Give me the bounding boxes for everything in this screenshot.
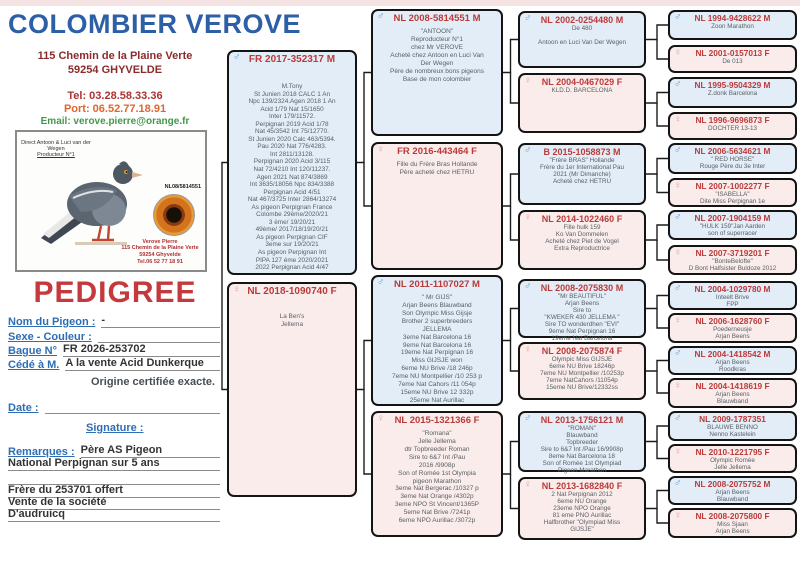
mobile-number: Port: 06.52.77.18.91	[63, 103, 167, 115]
ceded-label: Cédé à M.	[8, 359, 60, 371]
pedigree-box-gen4-13	[668, 411, 797, 441]
male-icon: ♂	[377, 277, 385, 288]
sex-label: Sexe - Couleur :	[8, 331, 92, 343]
ring-number-title: NL 1996-9696873 F	[695, 115, 770, 125]
pedigree-box-text: DOCHTER 13-13	[708, 125, 757, 132]
pedigree-box-text: "Mr BEAUTIFUL" Arjan Beens Sire to "KWEKER 430 JELLEMA " Sire TO wonderdhen "EVI" 9eme Nat Perpignan 16 19eme Nat Barcelona	[544, 293, 620, 343]
ring-number-title: NL 2007-1002277 F	[695, 181, 770, 191]
loft-title: COLOMBIER VEROVE	[8, 9, 302, 39]
male-icon: ♂	[524, 281, 532, 292]
date-label: Date :	[8, 402, 39, 414]
ring-number-title: NL 2004-1029780 M	[694, 284, 771, 294]
ring-number-title: NL 1995-9504329 M	[694, 80, 771, 90]
pedigree-box-gen4-11	[668, 346, 797, 375]
pedigree-box-gen4-3	[668, 77, 797, 108]
pedigree-box-gen4-2	[668, 45, 797, 73]
male-icon: ♂	[524, 413, 532, 424]
pedigree-box-gen3-6	[518, 342, 646, 400]
ring-number-title: NL 2004-0467029 F	[541, 77, 623, 87]
ring-number-title: NL 1994-9428622 M	[694, 13, 771, 23]
pedigree-box-gen4-1	[668, 10, 797, 40]
ring-number-title: NL 2002-0254480 M	[540, 15, 624, 25]
male-icon: ♂	[233, 52, 241, 63]
ring-number-title: NL 2011-1107027 M	[394, 279, 480, 290]
pedigree-box-text: "BonteBelofte" D Bont Halfsister Buldoze 2012	[688, 258, 777, 273]
male-icon: ♂	[674, 212, 682, 223]
male-icon: ♂	[674, 348, 682, 359]
pedigree-box-gen3-2	[518, 73, 646, 133]
pedigree-box-gen3-7	[518, 411, 646, 475]
female-icon: ♀	[233, 284, 241, 295]
ring-number-title: NL 2007-3719201 F	[695, 248, 770, 258]
pedigree-box-gen4-6	[668, 178, 797, 207]
ceded-value: A la vente Acid Dunkerque	[65, 357, 220, 371]
pedigree-box-gen4-16	[668, 508, 797, 538]
male-icon: ♂	[524, 13, 532, 24]
pedigree-box-text: Poederneusje Arjan Beens	[713, 326, 752, 341]
ring-number-title: NL 2008-2075800 F	[695, 511, 770, 521]
ring-number-title: NL 2006-5634621 M	[694, 146, 771, 156]
female-icon: ♀	[524, 75, 532, 86]
ring-number-title: NL 2004-1418542 M	[694, 349, 771, 359]
pedigree-box-text: Fille du Frère Bras Hollande Père acheté chez HETRU	[396, 161, 478, 176]
pedigree-box-text: "Romana" Jelle Jellema dtr Topbreeder Roman Sire to 6&7 Int /Pau 2016 /9908p Son of Romée 1st Olympia pigeon Marathon 3eme Nat Bergerac /10327 p 3eme Nat Orange /4302p 3eme NPO St Vincent/1365P 5eme Nat Brive /7241p 6eme NPO Aurillac /3072p	[394, 430, 480, 525]
pedigree-box-gen4-4	[668, 112, 797, 140]
pedigree-box-text: Arjan Beens Blauwband	[715, 391, 750, 406]
origin-certified-text: Origine certifiée exacte.	[90, 376, 216, 388]
pedigree-box-text: Zoon Marathon	[711, 23, 754, 30]
ring-number-title: NL 2008-2075830 M	[540, 283, 624, 293]
ring-number-title: B 2015-1058873 M	[543, 147, 621, 157]
pedigree-box-text: Arjan Beens Roodkras	[715, 359, 750, 374]
ring-number-title: FR 2017-352317 M	[248, 54, 336, 65]
pedigree-box-text: 2 Nat Perpignan 2012 6eme NU Orange 23eme NPO Orange 81 eme PNO Aurillac Halfbrother "Olympiad Miss GIJSJE"	[543, 491, 621, 534]
pedigree-box-text: KLD.D. BARCELONA	[551, 87, 613, 94]
pedigree-box-gen2-2	[371, 142, 503, 270]
female-icon: ♀	[674, 247, 682, 258]
ring-number-title: NL 2018-1090740 F	[247, 286, 337, 297]
remarks-note-5: D'audruicq	[8, 508, 220, 522]
remarks-note-3: Frère du 253701 offert	[8, 484, 220, 498]
remarks-value: Père AS Pigeon	[81, 444, 220, 458]
male-icon: ♂	[674, 413, 682, 424]
loft-address-line1: 115 Chemin de la Plaine Verte	[37, 50, 193, 62]
ring-number-title: NL 2008-2075752 M	[694, 479, 771, 489]
pedigree-box-text: Miss Sjaan Arjan Beens	[715, 521, 750, 536]
ring-number-title: NL 2014-1022460 F	[541, 214, 623, 224]
pedigree-box-gen3-4	[518, 210, 646, 270]
pedigree-box-text: "ROMAN" Blauwband Topbreeder Sire to 6&7 Int /Pau 16/9908p 8eme Nat Barcelona 18 Son of Romée 1st Olympiad Pigeon Marathon	[540, 425, 624, 475]
female-icon: ♀	[524, 212, 532, 223]
remarks-label: Remarques :	[8, 446, 75, 458]
remarks-note-4: Vente de la société	[8, 496, 220, 510]
male-icon: ♂	[377, 11, 385, 22]
phone-number: Tel: 03.28.58.33.36	[67, 90, 163, 102]
pedigree-box-gen4-5	[668, 143, 797, 174]
pedigree-box-text: BLAUWE BENNO Nenno Kastelein	[707, 424, 758, 439]
pedigree-box-text: "ISABELLA" Dite Miss Perpignan 1e	[699, 191, 766, 206]
signature-label: Signature :	[86, 422, 144, 434]
pedigree-box-text: Olympic Romée Jelle Jellema	[710, 457, 755, 472]
ring-number-title: NL 2008-2075874 F	[541, 346, 623, 356]
female-icon: ♀	[674, 315, 682, 326]
email-address: Email: verove.pierre@orange.fr	[40, 116, 190, 127]
ring-number-title: NL 2009-1787351	[699, 414, 766, 424]
pedigree-heading: PEDIGREE	[33, 276, 197, 309]
pedigree-box-gen4-15	[668, 476, 797, 505]
pedigree-box-text: " RED HORSE" Rouge Père du 3e Inter	[699, 156, 766, 171]
remarks-note-1: National Perpignan sur 5 ans	[8, 457, 220, 471]
ring-number-title: NL 2010-1221795 F	[695, 447, 770, 457]
female-icon: ♀	[377, 413, 385, 424]
photo-owner-block: Verove Pierre 115 Chemin de la Plaine Verte 59254 Ghyvelde Tel.06 52 77 18 91	[121, 238, 199, 266]
pedigree-box-gen3-3	[518, 143, 646, 205]
pedigree-box-text: De 013	[722, 58, 743, 65]
pedigree-box-text: "HULK 159"Jan Aarden son of superracer	[699, 223, 766, 238]
pedigree-box-gen4-12	[668, 378, 797, 408]
ring-number-title: NL 2001-0157013 F	[695, 48, 770, 58]
pedigree-box-text: Fille hulk 159 Ko Van Dommelen Acheté chez Piet de Vogel Extra Reproductrice	[545, 224, 619, 253]
ring-value: FR 2026-253702	[63, 343, 220, 357]
pedigree-box-gen3-8	[518, 477, 646, 540]
pedigree-box-gen4-7	[668, 210, 797, 240]
female-icon: ♀	[524, 344, 532, 355]
pedigree-box-text: Inteelt Brive FPP	[715, 294, 750, 309]
female-icon: ♀	[674, 180, 682, 191]
pedigree-box-text: La Ben's Jellema	[279, 313, 305, 328]
pedigree-box-gen3-5	[518, 279, 646, 343]
pedigree-box-gen3-1	[518, 11, 646, 68]
female-icon: ♀	[524, 479, 532, 490]
pedigree-box-gen2-3	[371, 275, 503, 406]
male-icon: ♂	[524, 145, 532, 156]
pedigree-box-gen2-4	[371, 411, 503, 537]
male-icon: ♂	[674, 79, 682, 90]
female-icon: ♀	[674, 510, 682, 521]
name-value: -	[101, 314, 220, 328]
ring-number-title: NL 2015-1321366 F	[394, 415, 480, 426]
ring-number-title: FR 2016-443464 F	[397, 146, 477, 157]
ring-number-title: NL 2007-1904159 M	[694, 213, 771, 223]
photo-ring-number: NL08/5814551	[164, 184, 201, 190]
pedigree-box-gen1-2	[227, 282, 357, 497]
name-label: Nom du Pigeon :	[8, 316, 96, 328]
pedigree-box-gen4-10	[668, 313, 797, 343]
male-icon: ♂	[674, 145, 682, 156]
pedigree-box-text: Arjan Beens Blauwband	[715, 489, 750, 504]
pedigree-box-text: M.Tony St Junien 2018 CALC 1 An Npc 139/2324.Agen 2018 1 An Acid 1/79 Nat 15/1650 Inter 179/11572. Perpignan 2019 Acid 1/78 Nat 45/3542 Int 75/12770. St Junien 2020 Calc 463/5394. Pau 2020 Nat 776/4283. Int 2811/13128. Perpignan 2020 Acid 3/115 Nat 72/4210 Int 120/11237. Agen 2021 Nat 874/3869 Int 3635/18056 Npc 834/3388 Perpignan Acid 4/51 Nat 467/3725 Inter 2864/13274 As pigeon Perpignan France Colombe 29ème/2020/21 3 ème/ 19/20/21 49ème/ 2017/18/19/20/21 As pigeon Perpignan CIF 3eme sur 19/20/21 As pigeon Perpignan Int PIPA 127 éme 2020/2021 2022 Perpignan Acid 4/47	[247, 83, 337, 272]
ring-number-title: NL 2013-1756121 M	[540, 415, 624, 425]
female-icon: ♀	[377, 144, 385, 155]
ring-number-title: NL 2004-1418619 F	[695, 381, 770, 391]
pedigree-box-gen2-1	[371, 9, 503, 136]
ring-number-title: NL 2013-1682840 F	[541, 481, 623, 491]
male-icon: ♂	[674, 478, 682, 489]
ring-label: Bague N°	[8, 345, 58, 357]
pedigree-box-text: " Mr GIJS" Arjan Beens Blauwband Son Olympic Miss Gijsje Brother 2 superbreeders JELLEMA 3eme Nat Barcelona 16 9eme Nat Barcelona 16 19eme Nat Perpignan 16 Miss GIJSJE won 6eme NU Brive /18 246p 7eme NU Montpellier /10 253 p 7eme Nat Cahors /11 054p 15eme NU Brive 12 332p 25eme Nat Aurillac	[392, 294, 482, 404]
pedigree-box-text: Z.donk Barcelona	[707, 90, 758, 97]
pedigree-box-gen4-9	[668, 281, 797, 310]
female-icon: ♀	[674, 380, 682, 391]
pedigree-box-gen4-8	[668, 245, 797, 275]
pedigree-box-gen4-14	[668, 444, 797, 473]
pedigree-box-text: De 480 Antoon en Luci Van Der Wegen	[538, 25, 626, 47]
pedigree-box-text: "Frère BRAS" Hollande Frère du 1er International Pau 2021 (Mr Dimanche) Acheté chez HETRU	[539, 157, 624, 186]
photo-caption: Direct Antoon & Luci van der Wegen Producteur N°1	[21, 140, 91, 158]
pedigree-box-gen1-1	[227, 50, 357, 275]
female-icon: ♀	[674, 114, 682, 125]
loft-address-line2: 59254 GHYVELDE	[67, 64, 163, 76]
male-icon: ♂	[674, 12, 682, 23]
male-icon: ♂	[674, 283, 682, 294]
pedigree-box-text: Olympic Miss GIJSJE 6eme NU Brive 18246p 7eme NU Montpellier /10253p 7eme NatCahors /11054p 15eme NU Brive/12332ss	[540, 356, 624, 392]
ring-number-title: NL 2006-1628760 F	[695, 316, 770, 326]
female-icon: ♀	[674, 446, 682, 457]
female-icon: ♀	[674, 47, 682, 58]
pedigree-box-text: "ANTOON" Reproducteur N°1 chez Mr VEROVE Acheté chez Antoon en Luci Van Der Wegen Père de nombreux bons pigeons Base de mon colombier	[390, 28, 484, 83]
ring-number-title: NL 2008-5814551 M	[393, 13, 481, 24]
